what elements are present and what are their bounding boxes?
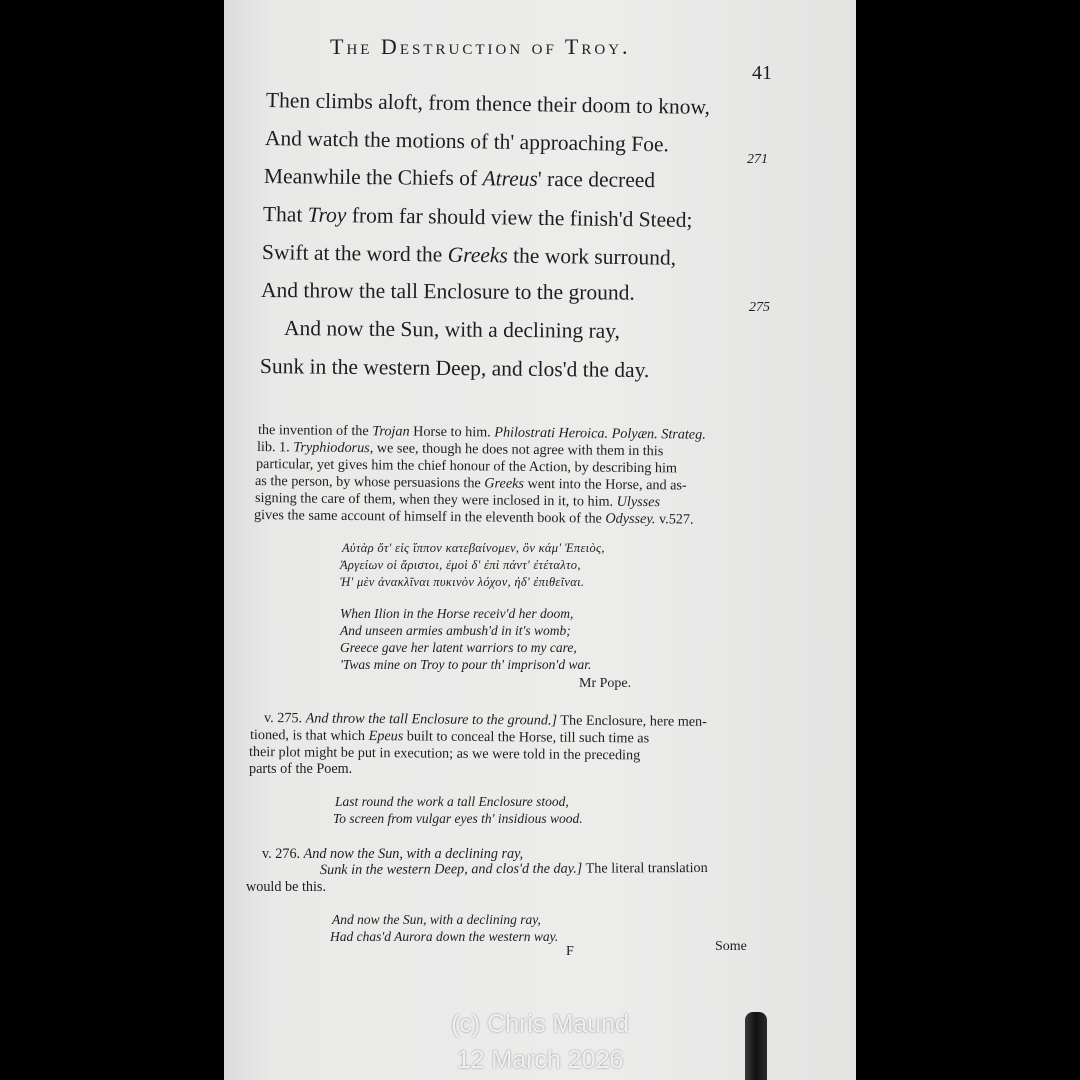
quote2-line-2: To screen from vulgar eyes th' insidious wood.: [333, 811, 583, 826]
verse-line-number-271: 271: [747, 152, 768, 167]
note-text: Horse to him.: [409, 423, 495, 441]
verse-line-8: Sunk in the western Deep, and clos'd the day.: [259, 354, 650, 383]
verse-text: the work surround,: [507, 243, 677, 270]
verse-italic: Troy: [307, 202, 347, 228]
note-text: gives the same account of himself in the eleventh book of the: [253, 507, 606, 527]
quote2-line-1: Last round the work a tall Enclosure stood,: [335, 794, 569, 809]
pope-quote-line-1: When Ilion in the Horse receiv'd her doom,: [340, 606, 574, 621]
verse-italic: Atreus: [482, 166, 538, 191]
page-number: 41: [752, 62, 772, 84]
quote3-line-2: Had chas'd Aurora down the western way.: [330, 929, 559, 944]
watermark-line-2: 12 March 2026: [456, 1046, 624, 1074]
note-text: v. 276.: [262, 846, 304, 862]
note3-line-2: [320, 860, 708, 879]
verse-line-7: And now the Sun, with a declining ray,: [283, 316, 621, 343]
note1-line-3: particular, yet gives him the chief honour of the Action, by describing him: [255, 456, 678, 477]
quote3-line-1: And now the Sun, with a declining ray,: [332, 912, 541, 927]
note-italic: Odyssey.: [605, 510, 656, 528]
note-italic: Tryphiodorus,: [293, 439, 374, 457]
running-head: The Destruction of Troy.: [330, 34, 631, 59]
note-italic: And throw the tall Enclosure to the ground.]: [305, 710, 558, 729]
greek-line-1: Αὐτὰρ ὅτ' εἰς ἵππον κατεβαίνομεν, ὃν κάμ' Ἐπειὸς,: [342, 541, 605, 555]
note3-line-3: would be this.: [246, 879, 326, 895]
note-italic: Trojan: [372, 423, 410, 440]
pope-attribution: Mr Pope.: [579, 676, 632, 691]
pope-quote-line-4: 'Twas mine on Troy to pour th' imprison'd war.: [340, 657, 592, 672]
note-italic: Epeus: [368, 728, 404, 745]
note-text: built to conceal the Horse, till such time as: [403, 728, 650, 747]
verse-line-3: [264, 164, 655, 193]
book-page: [224, 0, 856, 1080]
verse-text: ' race decreed: [537, 166, 656, 193]
note-text: we see, though he does not agree with them in this: [373, 440, 664, 460]
note-text: went into the Horse, and as-: [523, 475, 687, 494]
note2-line-4: parts of the Poem.: [249, 761, 353, 777]
verse-text: Meanwhile the Chiefs of: [263, 164, 483, 191]
note-italic: Greeks: [484, 475, 525, 492]
verse-line-4: [263, 202, 693, 233]
catchword: Some: [715, 939, 747, 954]
note-text: as the person, by whose persuasions the: [254, 473, 485, 492]
note-text: lib. 1.: [256, 439, 294, 456]
verse-line-1: Then climbs aloft, from thence their doom to know,: [265, 88, 711, 119]
signature-mark: F: [566, 944, 574, 959]
note1-line-6: [254, 507, 694, 529]
note-italic: Ulysses: [616, 493, 661, 511]
note-text: The Enclosure, here men-: [556, 712, 707, 730]
verse-italic: Greeks: [447, 242, 508, 268]
note-italic: And now the Sun, with a declining ray,: [303, 846, 524, 862]
pope-quote-line-3: Greece gave her latent warriors to my care,: [340, 640, 577, 655]
greek-line-3: Ἠ' μὲν ἀνακλῖναι πυκινὸν λόχον, ἠδ' ἐπιθεῖναι.: [340, 575, 585, 589]
verse-text: Swift at the word the: [261, 240, 448, 267]
greek-line-2: Ἀργείων οἱ ἄριστοι, ἐμοὶ δ' ἐπὶ πάντ' ἐτέταλτο,: [340, 558, 581, 572]
note2-line-3: their plot might be put in execution; as we were told in the preceding: [248, 744, 641, 764]
verse-text: That: [262, 202, 308, 227]
note-text: tioned, is that which: [249, 727, 369, 745]
verse-line-number-275: 275: [749, 300, 770, 315]
note-text: v. 275.: [263, 710, 306, 727]
pope-quote-line-2: And unseen armies ambush'd in it's womb;: [340, 623, 571, 638]
note-text: the invention of the: [257, 422, 373, 440]
verse-line-6: And throw the tall Enclosure to the ground.: [260, 278, 635, 305]
note-text: v.527.: [655, 511, 694, 528]
watermark-line-1: (c) Chris Maund: [451, 1010, 629, 1038]
note-text: signing the care of them, when they were inclosed in it, to him.: [254, 490, 617, 510]
verse-line-2: And watch the motions of th' approaching Foe.: [264, 126, 670, 157]
note-italic: Philostrati Heroica. Polyæn. Strateg.: [494, 424, 706, 443]
verse-line-5: [262, 240, 676, 271]
verse-text: from far should view the finish'd Steed;: [346, 203, 693, 232]
note-italic: Sunk in the western Deep, and clos'd the day.]: [319, 860, 583, 878]
note-text: The literal translation: [582, 859, 708, 877]
